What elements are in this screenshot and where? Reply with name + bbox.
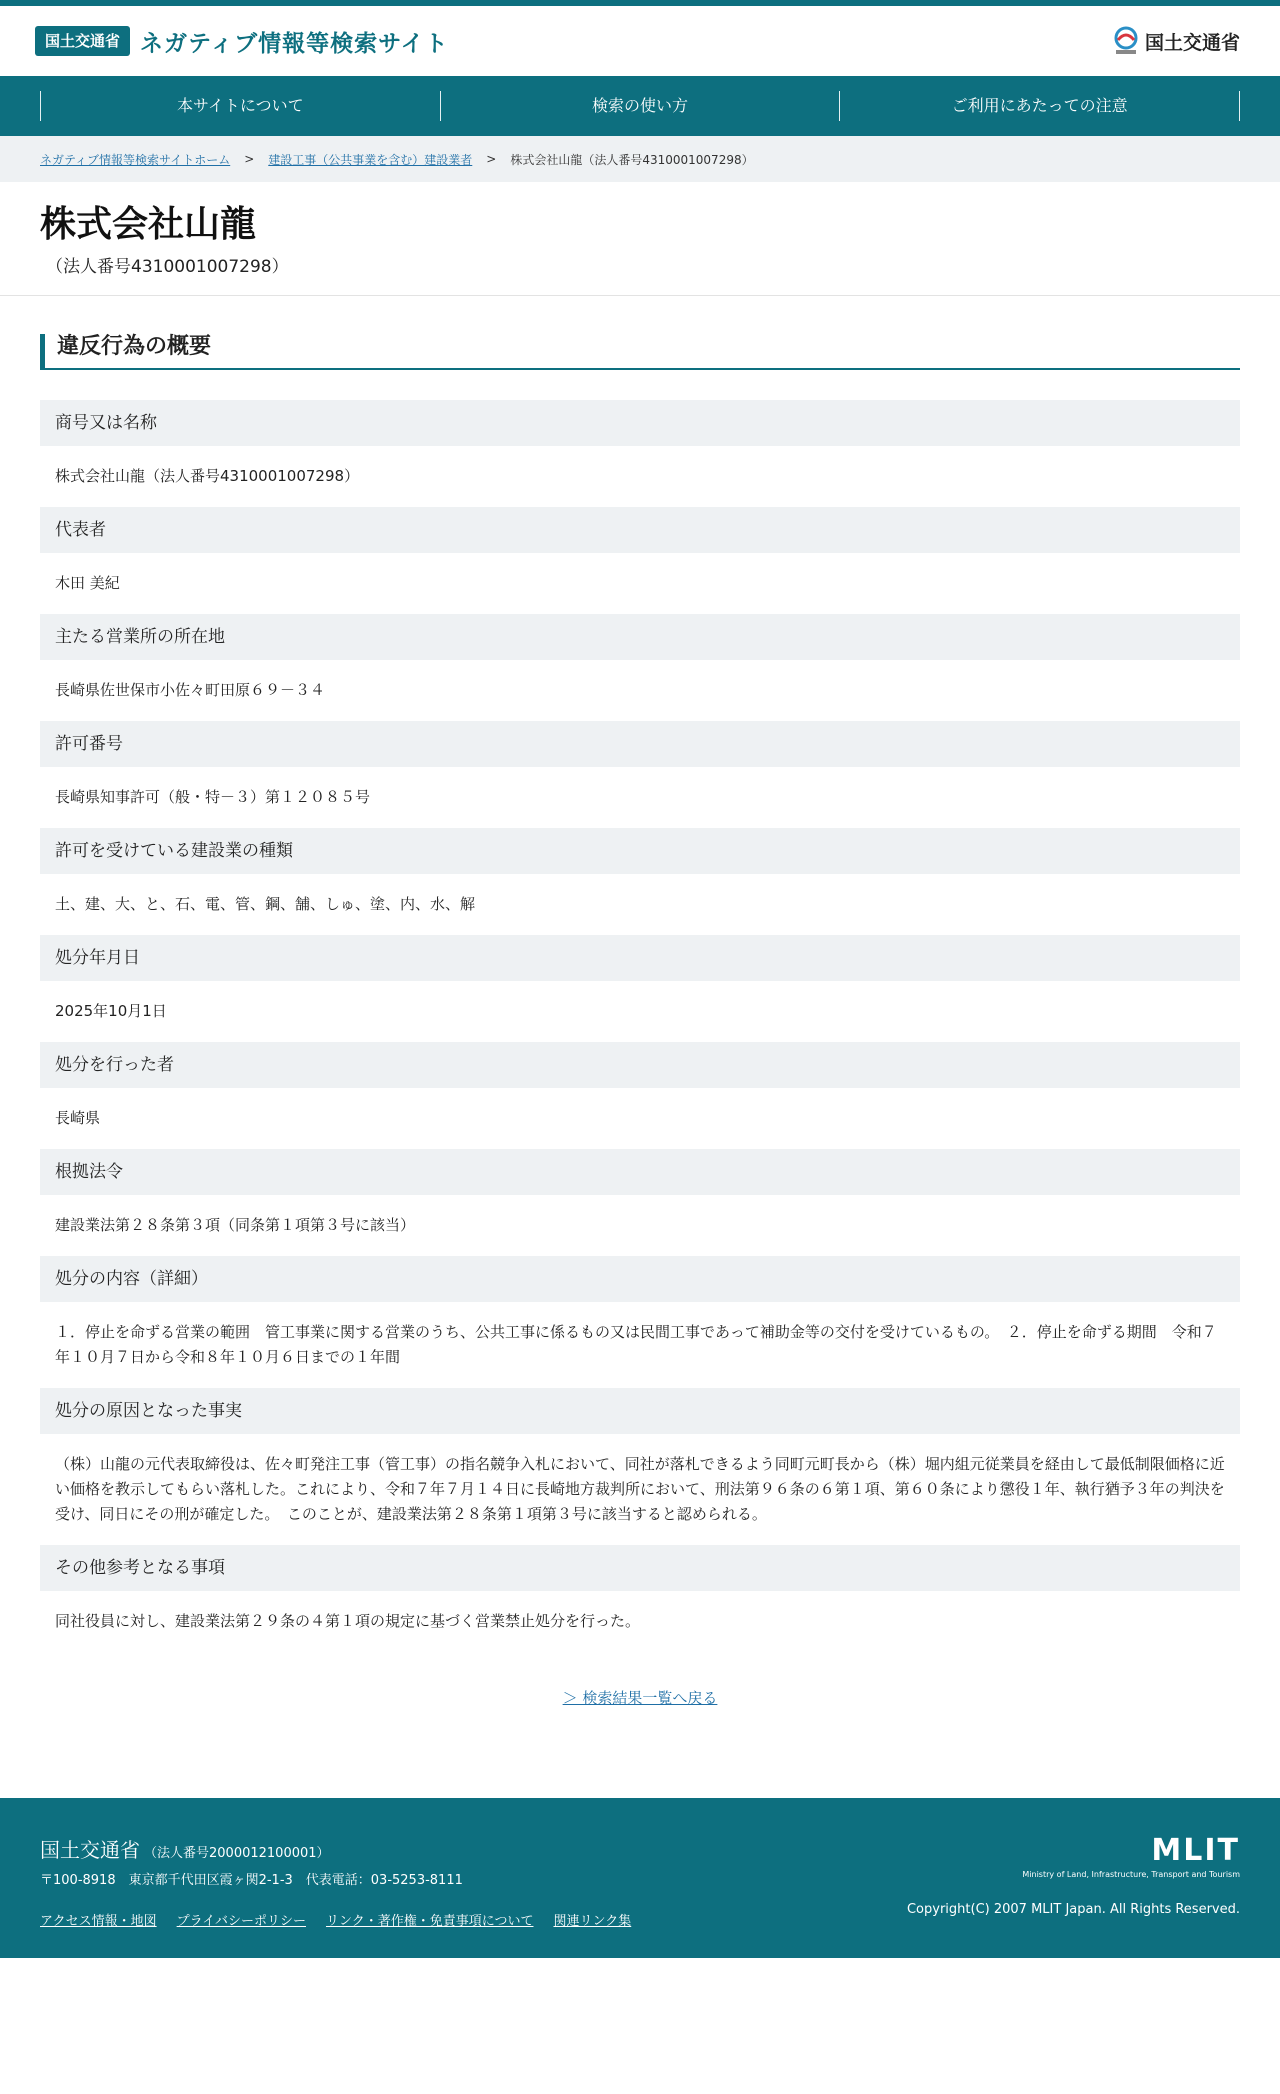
field-license-number	[40, 721, 1240, 828]
mlit-logo: MLIT	[1151, 1833, 1240, 1868]
field-label: 代表者	[40, 507, 1240, 553]
field-label: 許可を受けている建設業の種類	[40, 828, 1240, 874]
footer-logo	[1022, 1833, 1240, 1879]
ministry-emblem-icon	[1113, 26, 1139, 56]
nav-how-to-search[interactable]: 検索の使い方	[440, 91, 840, 121]
footer-link-access[interactable]: アクセス情報・地図	[40, 1914, 157, 1929]
field-label: 処分年月日	[40, 935, 1240, 981]
field-value: 木田 美紀	[55, 574, 120, 592]
main-content	[0, 296, 1280, 1798]
field-main-office	[40, 614, 1240, 721]
ministry-logo[interactable]	[1113, 26, 1240, 56]
mlit-logo-subtitle: Ministry of Land, Infrastructure, Transport and Tourism	[1022, 1870, 1240, 1879]
main-nav	[0, 76, 1280, 136]
field-label: 処分の内容（詳細）	[40, 1256, 1240, 1302]
field-value: １．停止を命ずる営業の範囲 管工事業に関する営業のうち、公共工事に係るもの又は民間工事であって補助金等の交付を受けているもの。 ２．停止を命ずる期間 令和７年１０月７日から令和８年１０月６日までの１年間	[55, 1323, 1217, 1366]
nav-about[interactable]: 本サイトについて	[40, 91, 440, 121]
field-value: 長崎県	[55, 1109, 101, 1127]
page-title: 株式会社山龍	[40, 204, 257, 245]
ministry-name: 国土交通省	[1144, 31, 1240, 54]
field-value: 2025年10月1日	[55, 1002, 167, 1020]
footer-link-related[interactable]: 関連リンク集	[553, 1914, 632, 1929]
field-license-types	[40, 828, 1240, 935]
field-value: 株式会社山龍（法人番号4310001007298）	[55, 467, 360, 485]
ministry-badge: 国土交通省	[35, 26, 130, 56]
field-value: （株）山龍の元代表取締役は、佐々町発注工事（管工事）の指名競争入札において、同社が落札できるよう同町元町長から（株）堀内組元従業員を経由して最低制限価格に近い価格を教示してもらい落札した。これにより、令和７年７月１４日に長崎地方裁判所において、刑法第９６条の６第１項、第６０条により懲役１年、執行猶予３年の判決を受け、同日にその刑が確定した。 このことが、建設業法第２８条第１項第３号に該当すると認められる。	[55, 1455, 1225, 1523]
field-value: 長崎県知事許可（般・特－３）第１２０８５号	[55, 788, 371, 806]
field-label: 許可番号	[40, 721, 1240, 767]
breadcrumb-separator: >	[486, 152, 497, 166]
company-heading	[0, 182, 1280, 296]
footer-org-number: （法人番号2000012100001）	[144, 1846, 330, 1861]
field-value: 長崎県佐世保市小佐々町田原６９－３４	[55, 681, 326, 699]
field-representative	[40, 507, 1240, 614]
footer-copyright: Copyright(C) 2007 MLIT Japan. All Rights Reserved.	[906, 1902, 1240, 1917]
breadcrumb	[0, 136, 1280, 182]
breadcrumb-home[interactable]: ネガティブ情報等検索サイトホーム	[40, 152, 231, 167]
field-label: その他参考となる事項	[40, 1545, 1240, 1591]
field-label: 処分を行った者	[40, 1042, 1240, 1088]
site-header	[0, 6, 1280, 76]
nav-usage-notes[interactable]: ご利用にあたっての注意	[839, 91, 1240, 121]
field-cause-facts	[40, 1388, 1240, 1545]
breadcrumb-category[interactable]: 建設工事（公共事業を含む）建設業者	[268, 152, 473, 167]
back-link-container	[40, 1687, 1240, 1708]
back-to-results-link[interactable]: ＞ 検索結果一覧へ戻る	[562, 1689, 718, 1707]
breadcrumb-current: 株式会社山龍（法人番号4310001007298）	[510, 152, 754, 167]
field-value: 同社役員に対し、建設業法第２９条の４第１項の規定に基づく営業禁止処分を行った。	[55, 1612, 641, 1630]
footer-address: 〒100-8918 東京都千代田区霞ヶ関2-1-3 代表電話：03-5253-8111	[40, 1873, 463, 1888]
site-title: ネガティブ情報等検索サイト	[140, 30, 449, 57]
site-brand-link[interactable]	[35, 25, 449, 58]
footer-org-name: 国土交通省	[40, 1838, 140, 1862]
field-disposing-authority	[40, 1042, 1240, 1149]
company-corporate-number: （法人番号4310001007298）	[46, 257, 289, 277]
field-value: 土、建、大、と、石、電、管、鋼、舗、しゅ、塗、内、水、解	[55, 895, 476, 913]
section-title: 違反行為の概要	[40, 334, 1240, 370]
field-trade-name	[40, 400, 1240, 507]
field-legal-basis	[40, 1149, 1240, 1256]
field-label: 主たる営業所の所在地	[40, 614, 1240, 660]
field-label: 根拠法令	[40, 1149, 1240, 1195]
footer-link-privacy[interactable]: プライバシーポリシー	[176, 1914, 306, 1929]
field-label: 商号又は名称	[40, 400, 1240, 446]
field-disposition-details	[40, 1256, 1240, 1388]
footer-link-copyright[interactable]: リンク・著作権・免責事項について	[325, 1914, 534, 1929]
field-label: 処分の原因となった事実	[40, 1388, 1240, 1434]
site-footer	[0, 1798, 1280, 1958]
field-other-notes	[40, 1545, 1240, 1652]
field-value: 建設業法第２８条第３項（同条第１項第３号に該当）	[55, 1216, 416, 1234]
breadcrumb-separator: >	[244, 152, 255, 166]
field-disposition-date	[40, 935, 1240, 1042]
